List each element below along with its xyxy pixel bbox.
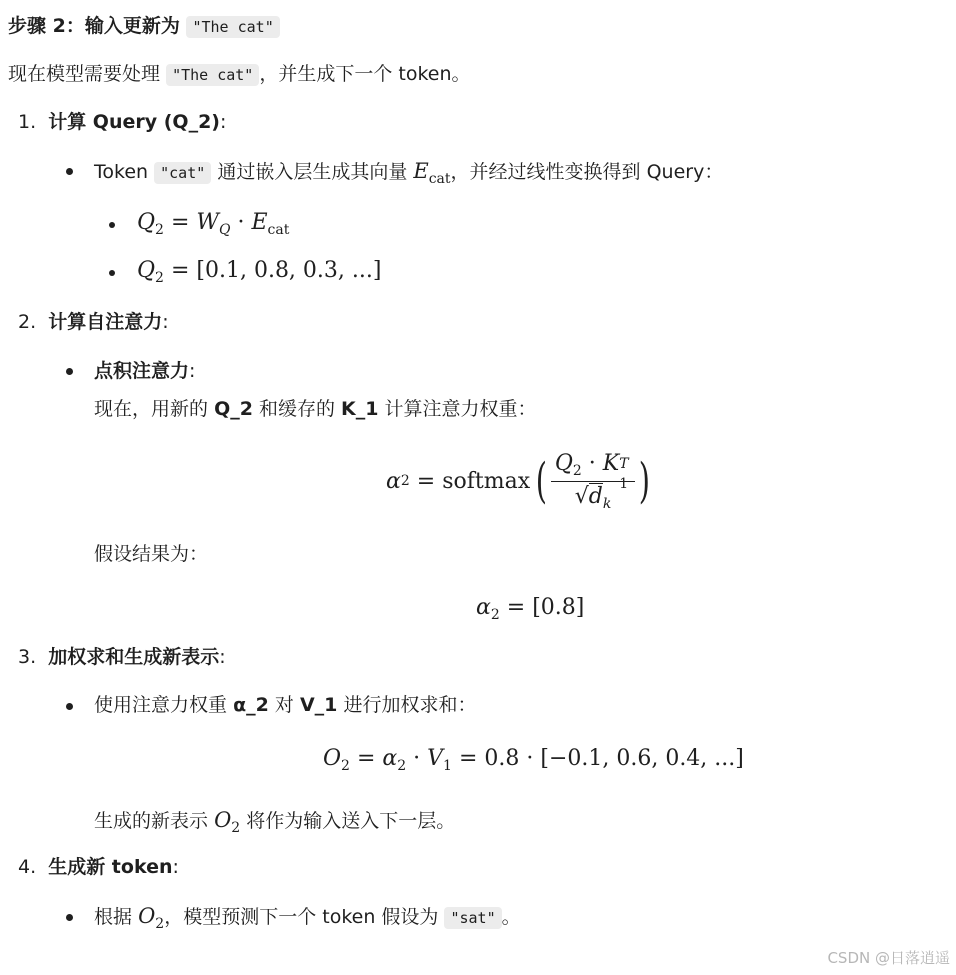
assume-label: 假设结果为： — [94, 543, 209, 565]
watermark-text: CSDN @日落逍遥 — [827, 949, 950, 967]
text-post: 。 — [501, 906, 521, 928]
bullet-text-post: ，并经过线性变换得到 Query： — [450, 161, 724, 183]
math-e-sub: cat — [428, 171, 451, 187]
bullet-dot — [66, 368, 73, 375]
list-item-4 — [18, 854, 179, 880]
bullet-text-mid: 通过嵌入层生成其向量 — [217, 161, 408, 183]
formula-alpha-result — [476, 595, 584, 623]
math-q2-vector: [0.1, 0.8, 0.3, ...] — [196, 258, 382, 283]
bullet-predict — [94, 903, 521, 937]
math-e2-sub: cat — [267, 222, 290, 238]
bullet-dot — [66, 168, 73, 175]
sub-bullet-dot — [109, 222, 115, 228]
math-dot: · — [230, 210, 252, 235]
math-alpha: α — [382, 746, 398, 771]
code-cat: "cat" — [154, 162, 211, 184]
text-mid: 对 — [274, 694, 294, 716]
math-k: K — [602, 450, 620, 476]
list-number-1: 1. — [18, 111, 37, 133]
math-v: V — [427, 746, 444, 771]
right-paren: ) — [638, 453, 651, 509]
math-sqrt: √ — [574, 483, 589, 509]
bullet-dot — [66, 914, 73, 921]
math-q: Q — [137, 258, 156, 283]
step-heading-label: 步骤 2：输入更新为 — [8, 15, 180, 37]
math-q: Q — [554, 450, 573, 476]
text-post: 进行加权求和： — [343, 694, 477, 716]
text-pre: 使用注意力权重 — [94, 694, 228, 716]
text-mid: 和缓存的 — [258, 398, 335, 420]
math-v-sub: 1 — [443, 758, 452, 774]
math-q-sub: 2 — [572, 462, 582, 479]
bullet-dot-product-title — [94, 358, 195, 384]
bullet-dot — [66, 703, 73, 710]
list-title-2: 计算自注意力 — [48, 311, 163, 333]
math-eq: = — [349, 746, 383, 771]
bullet-weighted-sum — [94, 692, 476, 718]
watermark — [827, 947, 950, 968]
math-alpha-sub: 2 — [397, 758, 407, 774]
text-pre: 现在，用新的 — [94, 398, 209, 420]
math-k-sup: T — [619, 455, 629, 472]
math-alpha: α — [386, 468, 401, 494]
formula-output — [323, 746, 744, 774]
list-number-3: 3. — [18, 646, 37, 668]
math-q-sub: 2 — [155, 222, 164, 238]
code-sat: "sat" — [444, 907, 501, 929]
list-title-4: 生成新 token — [48, 856, 173, 878]
formula-q2-value — [137, 258, 381, 286]
formula-softmax — [386, 446, 654, 516]
math-o-sub: 2 — [341, 758, 350, 774]
list-item-1 — [18, 109, 226, 135]
bullet-token-cat — [94, 158, 723, 192]
text-pre: 根据 — [94, 906, 133, 928]
text-q2: Q_2 — [214, 398, 253, 420]
output-note — [94, 807, 455, 841]
bullet-text-pre: Token — [94, 161, 149, 183]
list-title-3: 加权求和生成新表示 — [48, 646, 220, 668]
list-item-2 — [18, 309, 169, 335]
math-o-sub: 2 — [231, 820, 241, 836]
math-output-value: = 0.8 · [−0.1, 0.6, 0.4, ...] — [451, 746, 744, 771]
math-eq: = — [163, 210, 197, 235]
step-heading-code: "The cat" — [186, 16, 279, 38]
intro-code: "The cat" — [166, 64, 259, 86]
sub-bullet-dot — [109, 270, 115, 276]
list-colon-1: : — [219, 111, 227, 133]
math-o: O — [323, 746, 342, 771]
list-title-1: 计算 Query (Q_2) — [48, 111, 220, 133]
math-dot: · — [581, 450, 603, 476]
math-alpha: α — [476, 595, 491, 620]
list-number-2: 2. — [18, 311, 37, 333]
bullet-colon: : — [189, 360, 196, 382]
bullet-dot-product-text — [94, 396, 537, 422]
text-mid: ，模型预测下一个 token 假设为 — [164, 906, 439, 928]
intro-text-pre: 现在模型需要处理 — [8, 63, 161, 85]
list-colon-3: : — [219, 646, 226, 668]
math-q: Q — [137, 210, 156, 235]
text-v1: V_1 — [299, 694, 338, 716]
math-o: O — [214, 808, 232, 832]
text-post: 计算注意力权重： — [384, 398, 537, 420]
math-o-sub: 2 — [155, 916, 165, 932]
math-alpha-sub: 2 — [490, 607, 500, 623]
text-alpha2: α_2 — [233, 694, 269, 716]
formula-q2-def — [137, 210, 289, 238]
math-softmax: softmax — [442, 468, 531, 494]
text-pre: 生成的新表示 — [94, 810, 209, 832]
assume-text — [94, 541, 208, 567]
math-d: d — [588, 483, 603, 509]
fraction-numerator — [551, 450, 635, 492]
math-q-sub: 2 — [155, 270, 164, 286]
step-heading — [8, 13, 280, 40]
math-alpha-value: [0.8] — [532, 595, 585, 620]
math-e2: E — [251, 210, 268, 235]
list-colon-2: : — [162, 311, 169, 333]
math-k-sub: 1 — [619, 475, 629, 492]
math-o: O — [138, 904, 156, 928]
left-paren: ( — [535, 453, 548, 509]
list-number-4: 4. — [18, 856, 37, 878]
math-w-sub: Q — [219, 222, 231, 238]
math-eq: = — [163, 258, 197, 283]
list-item-3 — [18, 644, 226, 670]
math-eq: = — [499, 595, 533, 620]
intro-text-post: ，并生成下一个 token。 — [259, 63, 471, 85]
math-e: E — [413, 159, 429, 183]
list-colon-4: : — [172, 856, 179, 878]
text-post: 将作为输入送入下一层。 — [246, 810, 456, 832]
bullet-title: 点积注意力 — [94, 360, 190, 382]
text-k1: K_1 — [341, 398, 379, 420]
math-w: W — [196, 210, 220, 235]
math-alpha-sub: 2 — [400, 473, 410, 489]
math-eq: = — [409, 468, 443, 494]
fraction — [551, 451, 635, 512]
intro-paragraph — [8, 61, 471, 88]
math-dot: · — [406, 746, 428, 771]
math-d-sub: k — [602, 495, 612, 512]
